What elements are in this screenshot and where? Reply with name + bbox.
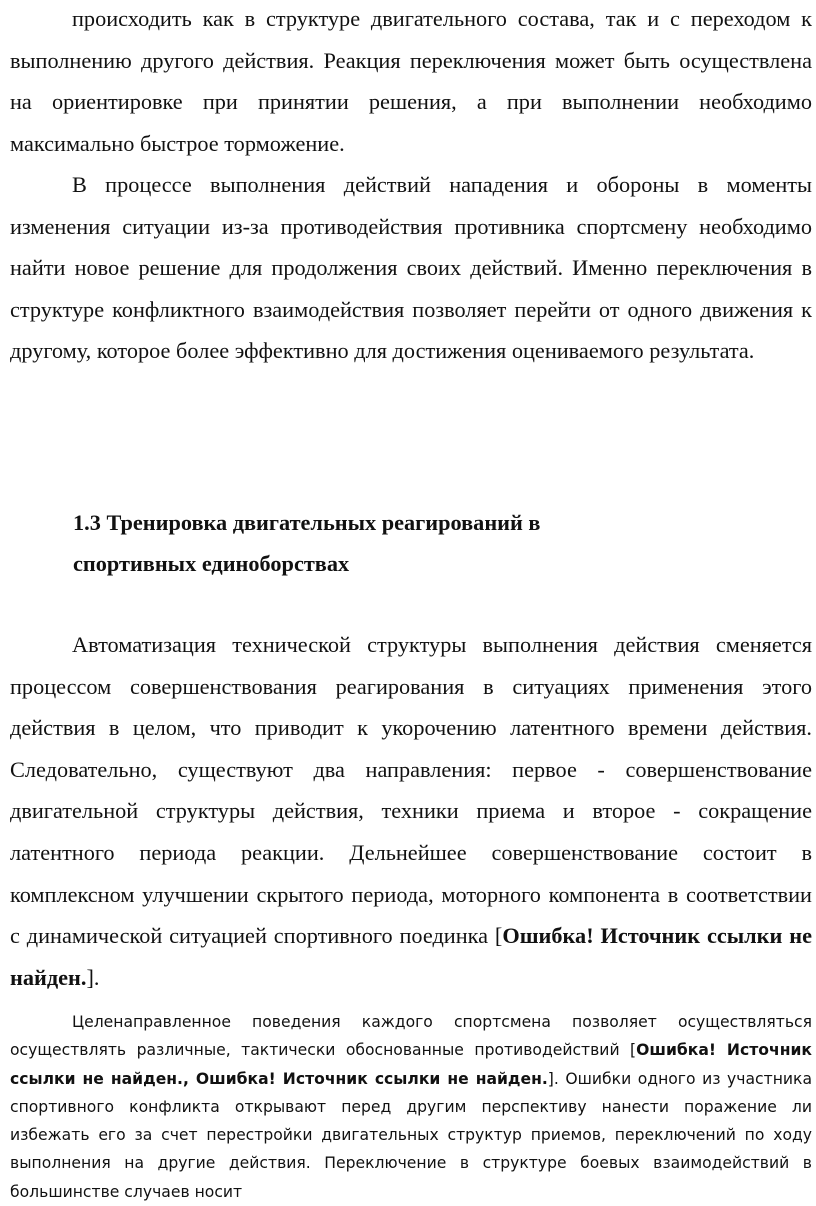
paragraph-4-text-2: ]. Ошибки одного из участника спортивного конфликта открывают перед другим перспективу нанести поражение ли избежать его за счет перестройки двигательных структур приемов, переключений по ходу выполнения на другие действия. Переключение в структуре боевых взаимодействий в большинстве случаев носит [10,1069,812,1201]
paragraph-4-text-1: Целенаправленное поведения каждого спортсмена позволяет осуществляться осуществлять различные, тактически обоснованные противодействий [ [10,1013,812,1060]
paragraph-4 [10,1008,812,1206]
citation-error-2: Ошибка! Источник ссылки не найден. [195,1069,548,1088]
section-heading [73,502,540,584]
section-heading-line-1: 1.3 Тренировка двигательных реагирований в [73,510,541,535]
paragraph-2: В процессе выполнения действий нападения и обороны в моменты изменения ситуации из-за противодействия противника спортсмену необходимо найти новое решение для продолжения своих действий. Именно переключения в структуре конфликтного взаимодействия позволяет перейти от одного движения к другому, которое более эффективно для достижения оцениваемого результата. [10,172,812,364]
citation-separator: , [182,1069,196,1088]
paragraph-1: происходить как в структуре двигательного состава, так и с переходом к выполнению другого действия. Реакция переключения может быть осуществлена на ориентировке при принятии решения, а при выполнении необходимо максимально быстрое торможение. [10,6,812,156]
paragraph-3 [10,624,812,998]
section-heading-line-2: спортивных единоборствах [73,551,350,576]
paragraph-3-text: Автоматизация технической структуры выполнения действия сменяется процессом совершенствования реагирования в ситуациях применения этого действия в целом, что приводит к укорочению латентного времени действия. Следовательно, существуют два направления: первое - совершенствование двигательной структуры действия, техники приема и второе - сокращение латентного периода реакции. Дельнейшее совершенствование состоит в комплексном улучшении скрытого периода, моторного компонента в соответствии с динамической ситуацией спортивного поединка [ [10,632,812,949]
citation-error-1: Ошибка! Источник ссылки не найден. [10,1041,812,1088]
citation-error: Ошибка! Источник ссылки не найден. [10,923,813,990]
paragraph-3-end: ]. [86,964,100,990]
